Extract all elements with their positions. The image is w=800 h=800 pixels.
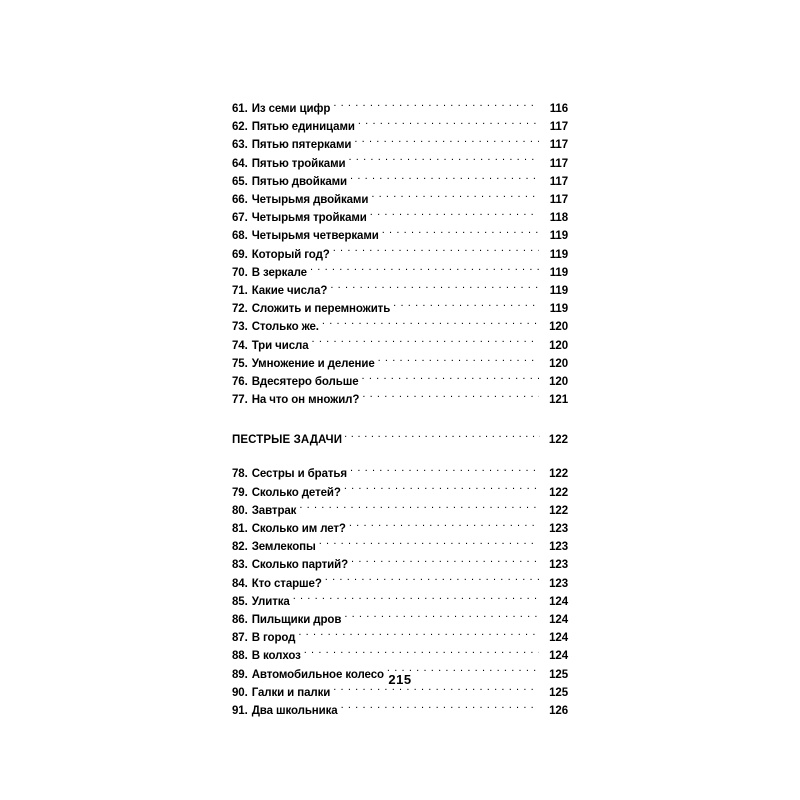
toc-entry-title: Какие числа?	[251, 285, 328, 298]
toc-entry	[232, 391, 568, 409]
toc-entry-number: 62.	[232, 121, 248, 134]
toc-entry-page: 126	[549, 705, 568, 718]
leader-dots	[298, 630, 539, 641]
toc-entry	[232, 593, 568, 611]
toc-entry-number: 84.	[232, 577, 248, 590]
leader-dots	[362, 392, 539, 403]
toc-entry-title: На что он множил?	[251, 394, 360, 407]
toc-entry-title: В колхоз	[251, 650, 301, 663]
toc-entry-number: 91.	[232, 705, 248, 718]
leader-dots	[350, 174, 539, 185]
toc-entry-number: 82.	[232, 541, 248, 554]
toc-entry-page: 119	[549, 285, 568, 298]
toc-entry-page: 124	[549, 595, 568, 608]
toc-entry-title: Из семи цифр	[251, 103, 331, 115]
toc-entry	[232, 465, 568, 483]
leader-dots	[319, 539, 539, 550]
toc-entry	[232, 100, 568, 118]
toc-entry-title: Столько же.	[251, 321, 319, 334]
toc-section-heading	[232, 431, 568, 449]
toc-entry-title: Сестры и братья	[251, 468, 348, 481]
toc-entry-page: 124	[549, 614, 568, 627]
leader-dots	[330, 283, 539, 294]
toc-entry-page: 117	[549, 194, 568, 207]
toc-entry	[232, 373, 568, 391]
toc-entry-number: 73.	[232, 321, 248, 334]
leader-dots	[344, 485, 539, 496]
toc-entry-title: В город	[251, 632, 296, 645]
toc-entry-title: Кто старше?	[251, 577, 322, 590]
toc-entry	[232, 355, 568, 373]
toc-entry-title: Улитка	[251, 595, 290, 608]
toc-entry-page: 119	[549, 303, 568, 316]
leader-dots	[325, 576, 539, 587]
toc-entry-title: Сколько им лет?	[251, 523, 346, 536]
toc-entry-page: 124	[549, 632, 568, 645]
toc-entry-title: Землекопы	[251, 541, 316, 554]
toc-entry	[232, 136, 568, 154]
toc-entry-page: 118	[549, 212, 568, 225]
toc-entry-number: 88.	[232, 650, 248, 663]
toc-entry	[232, 611, 568, 629]
leader-dots	[354, 137, 539, 148]
toc-section-page: 122	[548, 434, 568, 447]
toc-entry	[232, 191, 568, 209]
leader-dots	[350, 466, 539, 477]
toc-entry-number: 80.	[232, 504, 248, 517]
toc-entry	[232, 300, 568, 318]
leader-dots	[312, 338, 539, 349]
toc-entry	[232, 118, 568, 136]
toc-entry-page: 116	[549, 103, 568, 115]
toc-entry-page: 117	[549, 175, 568, 188]
leader-dots	[378, 356, 539, 367]
toc-entry-title: Завтрак	[251, 504, 297, 517]
toc-entry-page: 123	[549, 577, 568, 590]
page-folio-number: 215	[388, 672, 412, 687]
toc-entry-title: Четырьмя четверками	[251, 230, 379, 243]
toc-entry-number: 64.	[232, 157, 248, 170]
toc-entry-title: Который год?	[251, 248, 330, 261]
toc-entry-page: 117	[549, 121, 568, 134]
toc-entry-page: 122	[549, 468, 568, 481]
toc-entry-number: 72.	[232, 303, 248, 316]
toc-entry-title: Галки и палки	[251, 686, 331, 699]
toc-entry-page: 121	[549, 394, 568, 407]
toc-entry-title: Сколько партий?	[251, 559, 349, 572]
toc-entry-title: Пятью двойками	[251, 175, 348, 188]
toc-entry-number: 75.	[232, 357, 248, 370]
toc-group-one	[232, 100, 568, 409]
toc-entry-number: 79.	[232, 486, 248, 499]
toc-entry-page: 125	[549, 686, 568, 699]
leader-dots	[344, 612, 539, 623]
toc-entry-number: 74.	[232, 339, 248, 352]
toc-entry-number: 81.	[232, 523, 248, 536]
toc-entry	[232, 246, 568, 264]
toc-entry-title: Умножение и деление	[251, 357, 375, 370]
toc-entry-number: 85.	[232, 595, 248, 608]
toc-entry-title: Два школьника	[251, 705, 338, 718]
toc-entry	[232, 575, 568, 593]
toc-entry	[232, 629, 568, 647]
toc-entry-number: 90.	[232, 686, 248, 699]
leader-dots	[351, 557, 539, 568]
toc-entry-page: 122	[549, 504, 568, 517]
toc-entry-number: 69.	[232, 248, 248, 261]
toc-entry	[232, 318, 568, 336]
leader-dots	[304, 648, 539, 659]
toc-entry-title: Четырьмя двойками	[251, 194, 369, 207]
toc-entry-title: Пятью тройками	[251, 157, 346, 170]
toc-entry	[232, 155, 568, 173]
toc-entry-title: Сколько детей?	[251, 486, 341, 499]
toc-entry-page: 125	[549, 668, 568, 681]
toc-entry-number: 71.	[232, 285, 248, 298]
toc-entry-number: 76.	[232, 376, 248, 389]
toc-section-title: ПЕСТРЫЕ ЗАДАЧИ	[232, 434, 343, 447]
toc-entry-number: 66.	[232, 194, 248, 207]
toc-entry	[232, 702, 568, 720]
leader-dots	[293, 594, 539, 605]
toc-entry-number: 67.	[232, 212, 248, 225]
toc-entry-page: 117	[549, 139, 568, 152]
toc-entry-title: Пильщики дров	[251, 614, 342, 627]
toc-entry-number: 87.	[232, 632, 248, 645]
toc-entry-number: 63.	[232, 139, 248, 152]
toc-entry-title: Четырьмя тройками	[251, 212, 367, 225]
toc-entry	[232, 556, 568, 574]
toc-entry-title: Пятью единицами	[251, 121, 355, 134]
toc-entry-title: Автомобильное колесо	[251, 668, 384, 681]
table-of-contents	[232, 100, 568, 720]
leader-dots	[341, 703, 539, 714]
toc-entry-title: Три числа	[251, 339, 309, 352]
leader-dots	[348, 156, 539, 167]
leader-dots	[370, 210, 539, 221]
leader-dots	[362, 374, 539, 385]
leader-dots	[299, 503, 539, 514]
leader-dots	[344, 432, 540, 443]
toc-entry-page: 120	[549, 376, 568, 389]
toc-entry-page: 119	[549, 230, 568, 243]
toc-entry-number: 70.	[232, 266, 248, 279]
toc-entry-page: 120	[549, 357, 568, 370]
toc-entry-number: 78.	[232, 468, 248, 481]
toc-entry-number: 86.	[232, 614, 248, 627]
toc-entry-page: 120	[549, 339, 568, 352]
toc-entry-page: 124	[549, 650, 568, 663]
toc-entry	[232, 520, 568, 538]
toc-entry-number: 89.	[232, 668, 248, 681]
toc-entry	[232, 173, 568, 191]
toc-entry-page: 119	[549, 266, 568, 279]
toc-entry-title: Сложить и перемножить	[251, 303, 391, 316]
leader-dots	[371, 192, 539, 203]
leader-dots	[333, 101, 539, 112]
toc-entry	[232, 502, 568, 520]
toc-entry	[232, 264, 568, 282]
toc-entry	[232, 484, 568, 502]
toc-entry	[232, 647, 568, 665]
toc-entry-number: 77.	[232, 394, 248, 407]
toc-entry	[232, 209, 568, 227]
toc-entry-title: Пятью пятерками	[251, 139, 352, 152]
toc-entry-page: 123	[549, 559, 568, 572]
toc-entry-title: В зеркале	[251, 266, 307, 279]
leader-dots	[349, 521, 539, 532]
toc-entry	[232, 337, 568, 355]
toc-entry-number: 68.	[232, 230, 248, 243]
toc-entry-title: Вдесятеро больше	[251, 376, 359, 389]
toc-entry-number: 83.	[232, 559, 248, 572]
leader-dots	[333, 247, 539, 258]
toc-entry	[232, 538, 568, 556]
toc-entry-page: 117	[549, 157, 568, 170]
leader-dots	[310, 265, 539, 276]
leader-dots	[393, 301, 539, 312]
leader-dots	[322, 319, 539, 330]
toc-entry-page: 123	[549, 523, 568, 536]
toc-entry-page: 120	[549, 321, 568, 334]
toc-entry-number: 61.	[232, 103, 248, 115]
toc-entry-page: 123	[549, 541, 568, 554]
toc-entry	[232, 282, 568, 300]
toc-entry-page: 122	[549, 486, 568, 499]
toc-entry-number: 65.	[232, 175, 248, 188]
leader-dots	[358, 119, 539, 130]
toc-entry	[232, 227, 568, 245]
toc-entry-page: 119	[549, 248, 568, 261]
leader-dots	[382, 228, 539, 239]
